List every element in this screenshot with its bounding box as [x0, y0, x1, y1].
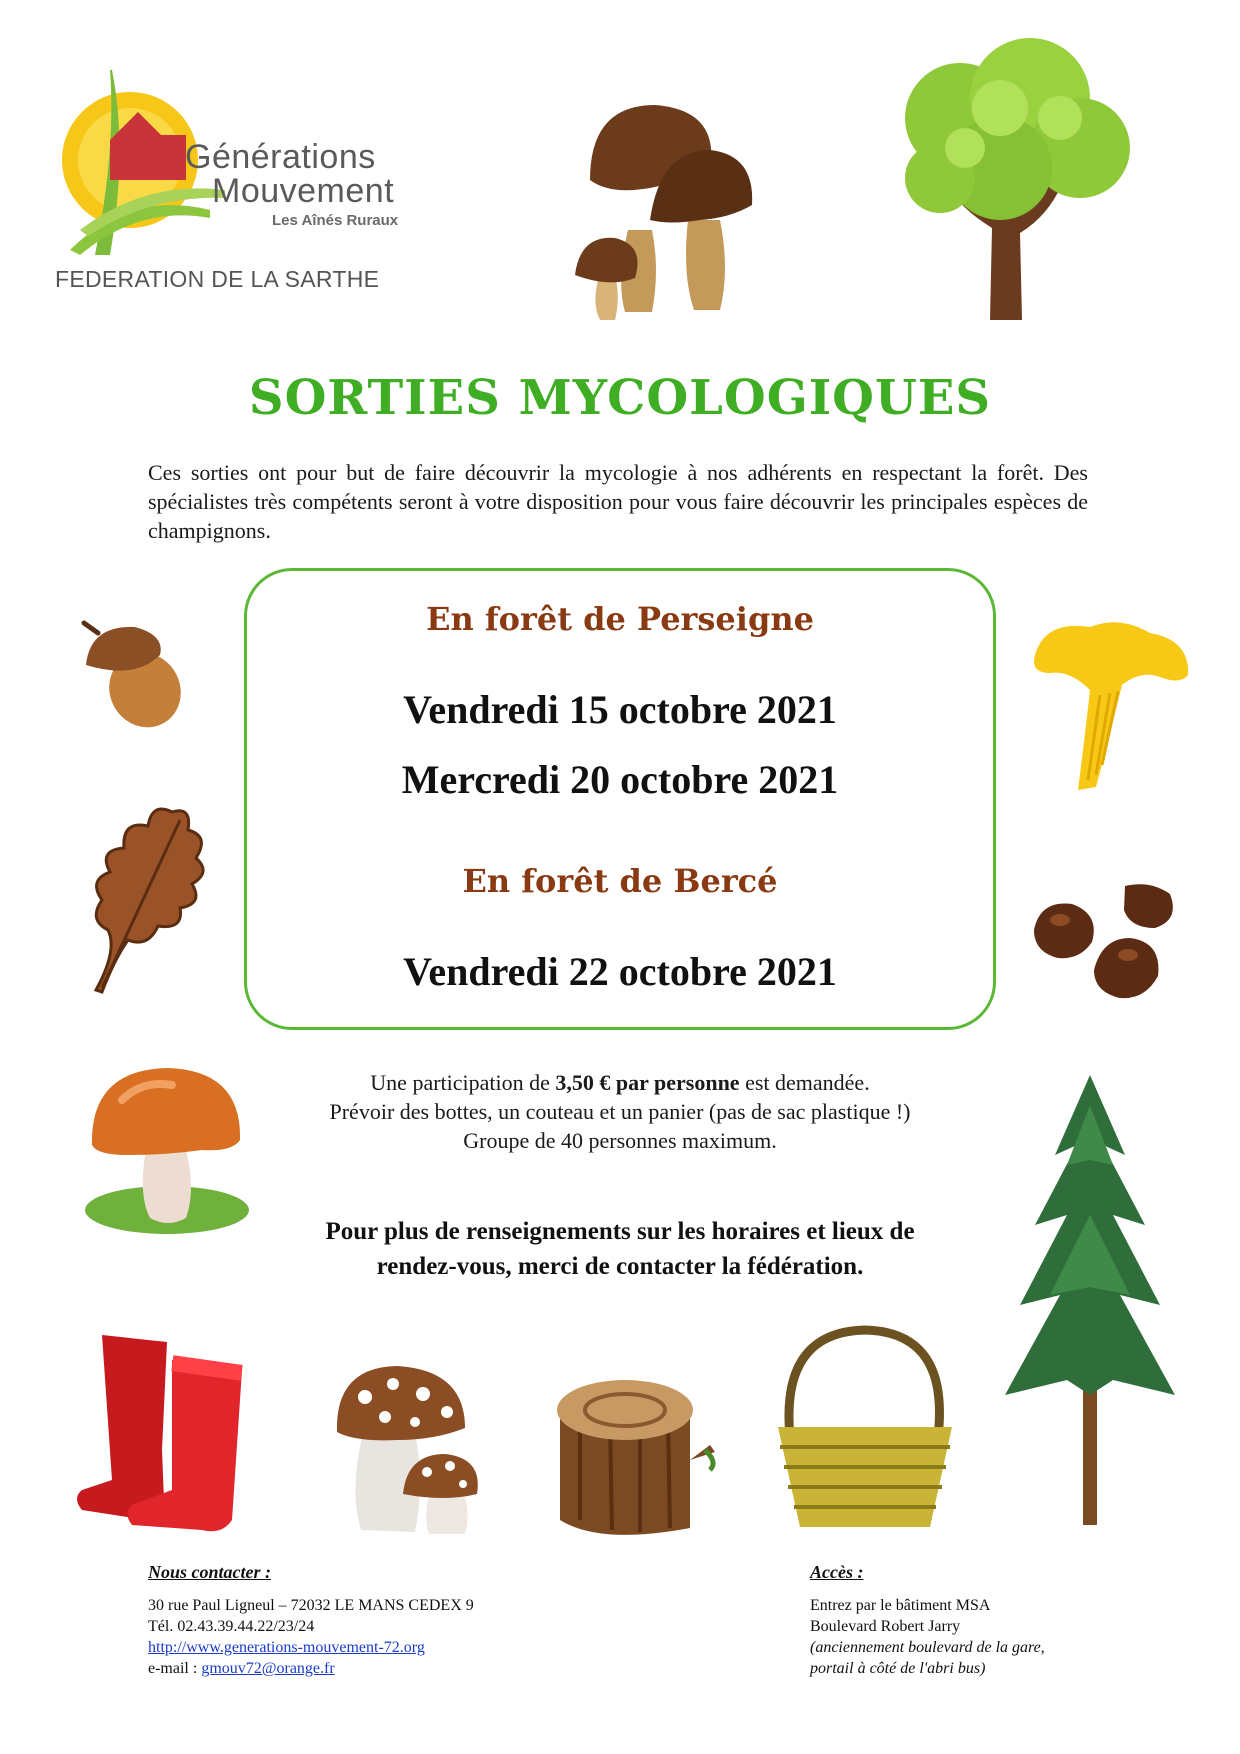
session-date-2: Mercredi 20 octobre 2021: [401, 757, 839, 802]
fee-suffix: est demandée.: [739, 1070, 870, 1095]
chanterelle-icon: [1030, 615, 1195, 795]
acorn-icon: [80, 615, 190, 730]
place-berce: En forêt de Bercé: [462, 862, 778, 900]
access-line-4: portail à côté de l'abri bus): [810, 1660, 986, 1677]
intro-text: [148, 458, 1088, 545]
spotted-mushrooms-icon: [335, 1362, 485, 1537]
fee-prefix: Une participation de: [370, 1070, 556, 1095]
access-line-1: Entrez par le bâtiment MSA: [810, 1597, 991, 1614]
place-perseigne: En forêt de Perseigne: [426, 600, 814, 638]
access-line-2: Boulevard Robert Jarry: [810, 1618, 961, 1635]
group-line: Groupe de 40 personnes maximum.: [463, 1128, 777, 1153]
fir-tree-icon: [995, 1065, 1185, 1530]
access-section: [810, 1562, 1045, 1679]
fee-amount: 3,50 € par personne: [555, 1070, 740, 1095]
tree-icon: [880, 38, 1140, 320]
contact-note-line1: Pour plus de renseignements sur les horaires et lieux de: [325, 1218, 915, 1245]
logo-line2: Mouvement: [212, 172, 395, 210]
contact-section: [148, 1562, 474, 1679]
email-line: [148, 1658, 474, 1679]
contact-note-line2: rendez-vous, merci de contacter la fédération.: [376, 1253, 864, 1280]
contact-note: [0, 1214, 1240, 1284]
intro-paragraph: Ces sorties ont pour but de faire découvrir la mycologie à nos adhérents en respectant la forêt. Des spécialistes très compétents seront à votre disposition pour vous faire découvrir les principales espèces de champignons.: [148, 460, 1088, 543]
access-heading: Accès :: [810, 1562, 864, 1582]
mushrooms-icon: [570, 100, 760, 320]
email-label: e-mail :: [148, 1660, 202, 1677]
logo-subline: Les Aînés Ruraux: [272, 212, 399, 229]
basket-icon: [770, 1322, 960, 1537]
logo-line1: Générations: [185, 138, 376, 176]
contact-address: 30 rue Paul Ligneul – 72032 LE MANS CEDEX 9: [148, 1597, 474, 1614]
contact-heading: Nous contacter :: [148, 1562, 271, 1582]
session-date-1: Vendredi 15 octobre 2021: [403, 687, 837, 732]
access-line-3: (anciennement boulevard de la gare,: [810, 1639, 1045, 1656]
page-title: SORTIES MYCOLOGIQUES: [248, 370, 992, 426]
boots-icon: [72, 1330, 262, 1535]
email-link[interactable]: gmouv72@orange.fr: [201, 1660, 335, 1677]
website-link[interactable]: http://www.generations-mouvement-72.org: [148, 1639, 425, 1656]
session-date-3: Vendredi 22 octobre 2021: [403, 949, 837, 994]
chestnuts-icon: [1030, 880, 1180, 1005]
oak-leaf-icon: [88, 800, 213, 995]
contact-phone: Tél. 02.43.39.44.22/23/24: [148, 1618, 315, 1635]
stump-icon: [540, 1370, 720, 1548]
equipment-line: Prévoir des bottes, un couteau et un panier (pas de sac plastique !): [329, 1099, 911, 1124]
federation-label: FEDERATION DE LA SARTHE: [55, 266, 380, 292]
